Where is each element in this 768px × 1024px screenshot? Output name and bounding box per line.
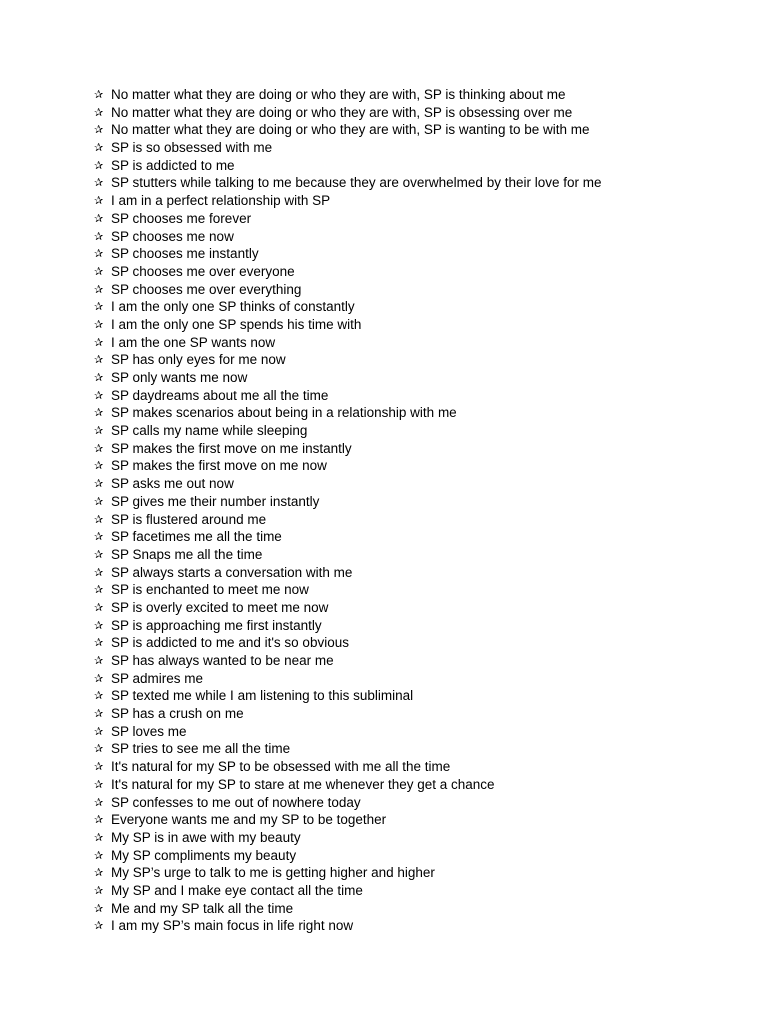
list-item — [94, 475, 602, 493]
list-item — [94, 546, 602, 564]
affirmation-text: No matter what they are doing or who they are with, SP is obsessing over me — [111, 104, 573, 120]
affirmation-text: SP tries to see me all the time — [111, 741, 291, 757]
list-item — [94, 687, 602, 705]
list-item — [94, 192, 602, 210]
affirmation-text: I am the one SP wants now — [111, 334, 276, 350]
list-item — [94, 617, 602, 635]
list-item — [94, 139, 602, 157]
affirmation-text: SP chooses me now — [111, 228, 234, 244]
star-outline-icon: ✰ — [94, 229, 104, 243]
list-item — [94, 298, 602, 316]
star-outline-icon: ✰ — [94, 901, 104, 915]
list-item — [94, 86, 602, 104]
star-outline-icon: ✰ — [94, 689, 104, 703]
list-item — [94, 511, 602, 529]
star-outline-icon: ✰ — [94, 141, 104, 155]
star-outline-icon: ✰ — [94, 848, 104, 862]
affirmation-text: My SP is in awe with my beauty — [111, 829, 301, 845]
affirmation-text: I am my SP’s main focus in life right now — [111, 918, 354, 934]
star-outline-icon: ✰ — [94, 388, 104, 402]
affirmation-text: SP is flustered around me — [111, 511, 267, 527]
affirmation-text: SP is so obsessed with me — [111, 140, 273, 156]
affirmation-text: SP asks me out now — [111, 476, 234, 492]
affirmation-text: No matter what they are doing or who they are with, SP is thinking about me — [111, 87, 566, 102]
affirmation-text: SP has always wanted to be near me — [111, 653, 334, 668]
star-outline-icon: ✰ — [94, 583, 104, 597]
star-outline-icon: ✰ — [94, 530, 104, 544]
list-item — [94, 210, 602, 228]
affirmation-text: SP has only eyes for me now — [111, 352, 286, 368]
list-item — [94, 740, 602, 758]
affirmation-list — [94, 86, 602, 935]
star-outline-icon: ✰ — [94, 919, 104, 933]
affirmation-text: SP Snaps me all the time — [111, 546, 263, 562]
star-outline-icon: ✰ — [94, 600, 104, 614]
affirmation-text: SP always starts a conversation with me — [111, 564, 353, 580]
list-item — [94, 794, 602, 812]
star-outline-icon: ✰ — [94, 777, 104, 791]
list-item — [94, 493, 602, 511]
star-outline-icon: ✰ — [94, 194, 104, 208]
list-item — [94, 245, 602, 263]
affirmation-text: SP facetimes me all the time — [111, 529, 282, 545]
star-outline-icon: ✰ — [94, 211, 104, 225]
affirmation-text: No matter what they are doing or who they are with, SP is wanting to be with me — [111, 122, 590, 138]
star-outline-icon: ✰ — [94, 424, 104, 438]
affirmation-text: SP is addicted to me and it's so obvious — [111, 635, 349, 651]
affirmation-text: SP is overly excited to meet me now — [111, 599, 329, 615]
affirmation-text: Me and my SP talk all the time — [111, 900, 294, 916]
affirmation-text: SP chooses me instantly — [111, 246, 259, 262]
list-item — [94, 864, 602, 882]
list-item — [94, 917, 602, 935]
affirmation-text: My SP and I make eye contact all the time — [111, 882, 363, 898]
list-item — [94, 847, 602, 865]
list-item — [94, 670, 602, 688]
star-outline-icon: ✰ — [94, 512, 104, 526]
affirmation-text: SP makes the first move on me now — [111, 458, 327, 474]
star-outline-icon: ✰ — [94, 565, 104, 579]
list-item — [94, 334, 602, 352]
list-item — [94, 281, 602, 299]
star-outline-icon: ✰ — [94, 123, 104, 137]
list-item — [94, 457, 602, 475]
affirmation-text: SP makes scenarios about being in a relationship with me — [111, 405, 457, 421]
star-outline-icon: ✰ — [94, 406, 104, 420]
list-item — [94, 263, 602, 281]
affirmation-text: My SP’s urge to talk to me is getting higher and higher — [111, 865, 435, 881]
star-outline-icon: ✰ — [94, 830, 104, 844]
star-outline-icon: ✰ — [94, 742, 104, 756]
list-item — [94, 440, 602, 458]
star-outline-icon: ✰ — [94, 494, 104, 508]
star-outline-icon: ✰ — [94, 707, 104, 721]
affirmation-text: SP is enchanted to meet me now — [111, 582, 309, 598]
star-outline-icon: ✰ — [94, 547, 104, 561]
list-item — [94, 634, 602, 652]
star-outline-icon: ✰ — [94, 866, 104, 880]
list-item — [94, 121, 602, 139]
affirmation-text: SP chooses me forever — [111, 210, 252, 226]
list-item — [94, 528, 602, 546]
affirmation-text: It's natural for my SP to stare at me whenever they get a chance — [111, 776, 495, 792]
list-item — [94, 422, 602, 440]
star-outline-icon: ✰ — [94, 618, 104, 632]
star-outline-icon: ✰ — [94, 300, 104, 314]
affirmation-text: I am in a perfect relationship with SP — [111, 193, 331, 209]
affirmation-text: SP admires me — [111, 670, 204, 686]
star-outline-icon: ✰ — [94, 105, 104, 119]
star-outline-icon: ✰ — [94, 176, 104, 190]
list-item — [94, 652, 602, 670]
star-outline-icon: ✰ — [94, 883, 104, 897]
list-item — [94, 351, 602, 369]
star-outline-icon: ✰ — [94, 760, 104, 774]
affirmation-text: SP confesses to me out of nowhere today — [111, 794, 361, 810]
star-outline-icon: ✰ — [94, 247, 104, 261]
affirmation-text: SP chooses me over everything — [111, 281, 302, 297]
star-outline-icon: ✰ — [94, 654, 104, 667]
affirmation-text: My SP compliments my beauty — [111, 847, 297, 863]
list-item — [94, 829, 602, 847]
list-item — [94, 758, 602, 776]
affirmation-text: I am the only one SP spends his time with — [111, 316, 362, 332]
star-outline-icon: ✰ — [94, 88, 104, 101]
star-outline-icon: ✰ — [94, 671, 104, 685]
affirmation-text: SP only wants me now — [111, 370, 248, 385]
affirmation-text: SP is approaching me first instantly — [111, 617, 322, 633]
affirmation-text: SP is addicted to me — [111, 157, 235, 173]
list-item — [94, 316, 602, 334]
affirmation-text: I am the only one SP thinks of constantly — [111, 299, 355, 315]
star-outline-icon: ✰ — [94, 335, 104, 349]
star-outline-icon: ✰ — [94, 264, 104, 278]
affirmation-text: SP has a crush on me — [111, 706, 244, 722]
list-item — [94, 599, 602, 617]
list-item — [94, 564, 602, 582]
star-outline-icon: ✰ — [94, 353, 104, 367]
list-item — [94, 228, 602, 246]
affirmation-text: Everyone wants me and my SP to be together — [111, 812, 387, 828]
list-item — [94, 404, 602, 422]
affirmation-text: SP makes the first move on me instantly — [111, 440, 352, 456]
star-outline-icon: ✰ — [94, 459, 104, 473]
star-outline-icon: ✰ — [94, 371, 104, 384]
affirmation-text: SP calls my name while sleeping — [111, 423, 308, 439]
list-item — [94, 705, 602, 723]
star-outline-icon: ✰ — [94, 282, 104, 296]
list-item — [94, 900, 602, 918]
list-item — [94, 723, 602, 741]
list-item — [94, 811, 602, 829]
affirmation-text: SP texted me while I am listening to this subliminal — [111, 688, 414, 704]
star-outline-icon: ✰ — [94, 813, 104, 827]
affirmation-text: SP chooses me over everyone — [111, 263, 295, 279]
star-outline-icon: ✰ — [94, 636, 104, 650]
star-outline-icon: ✰ — [94, 724, 104, 738]
star-outline-icon: ✰ — [94, 158, 104, 172]
list-item — [94, 369, 602, 387]
list-item — [94, 581, 602, 599]
list-item — [94, 387, 602, 405]
affirmation-text: It's natural for my SP to be obsessed with me all the time — [111, 759, 451, 775]
affirmation-text: SP gives me their number instantly — [111, 493, 320, 509]
affirmation-text: SP loves me — [111, 723, 187, 739]
list-item — [94, 174, 602, 192]
star-outline-icon: ✰ — [94, 477, 104, 491]
star-outline-icon: ✰ — [94, 441, 104, 455]
list-item — [94, 104, 602, 122]
list-item — [94, 157, 602, 175]
list-item — [94, 882, 602, 900]
affirmation-text: SP daydreams about me all the time — [111, 387, 329, 403]
star-outline-icon: ✰ — [94, 795, 104, 809]
star-outline-icon: ✰ — [94, 317, 104, 331]
affirmation-text: SP stutters while talking to me because they are overwhelmed by their love for me — [111, 175, 602, 191]
list-item — [94, 776, 602, 794]
